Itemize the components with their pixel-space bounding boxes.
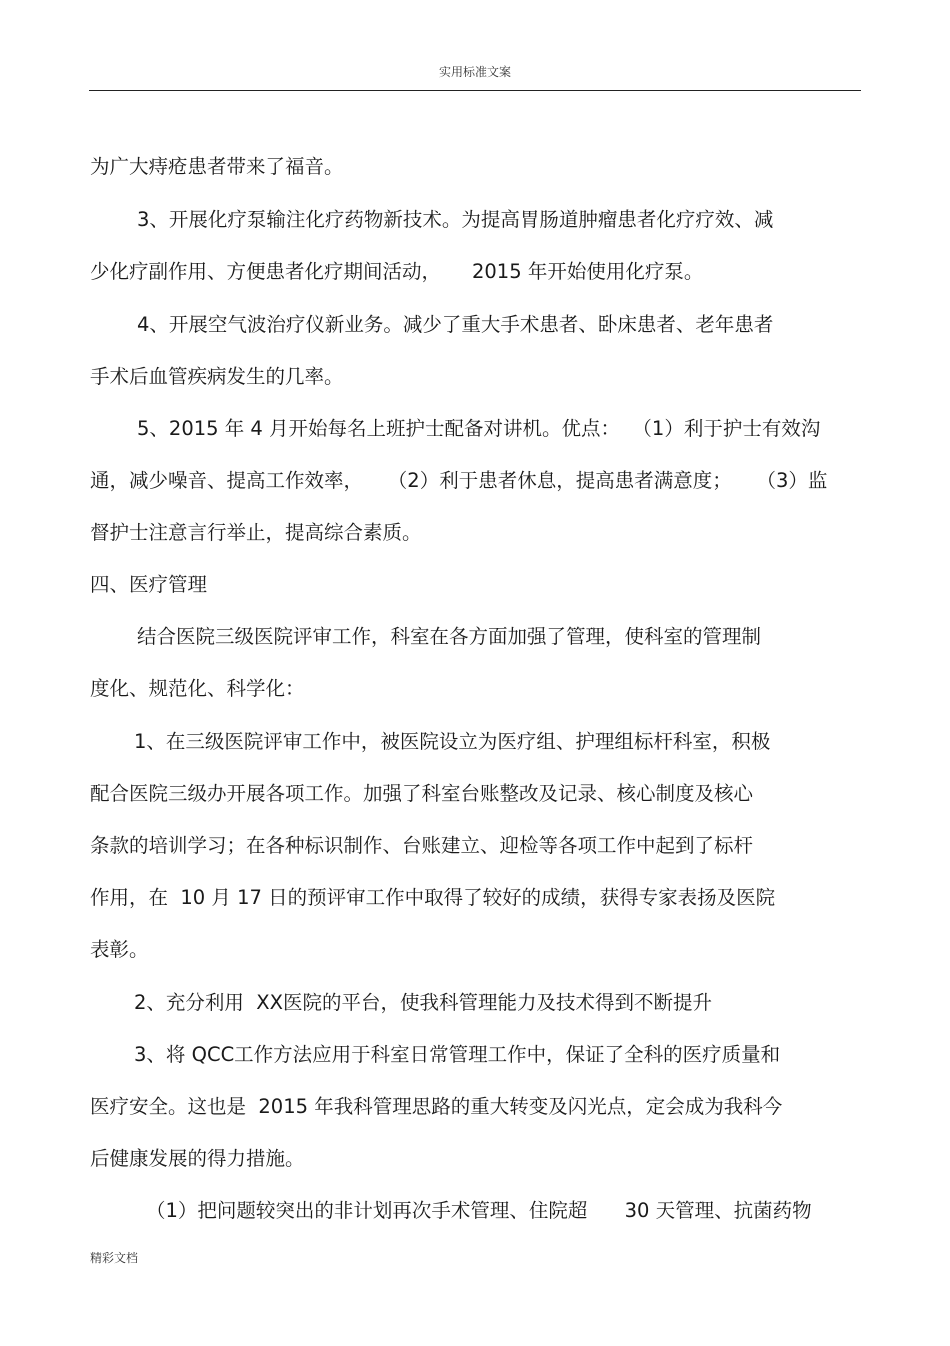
section-heading: 四、医疗管理 xyxy=(90,573,208,596)
page-header: 实用标准文案 xyxy=(438,65,511,79)
body-line: 通，减少噪音、提高工作效率， （2）利于患者休息，提高患者满意度； （3）监 xyxy=(90,469,828,492)
body-line: 3、开展化疗泵输注化疗药物新技术。为提高胃肠道肿瘤患者化疗疗效、减 xyxy=(137,208,774,231)
body-line: 医疗安全。这也是 2015 年我科管理思路的重大转变及闪光点，定会成为我科今 xyxy=(90,1095,783,1118)
body-line: 表彰。 xyxy=(90,938,149,961)
body-line: 5、2015 年 4 月开始每名上班护士配备对讲机。优点： （1）利于护士有效沟 xyxy=(137,417,821,440)
body-line: 3、将 QCC工作方法应用于科室日常管理工作中，保证了全科的医疗质量和 xyxy=(134,1043,781,1066)
body-line: 2、充分利用 XX医院的平台，使我科管理能力及技术得到不断提升 xyxy=(134,991,713,1014)
body-line: 1、在三级医院评审工作中，被医院设立为医疗组、护理组标杆科室，积极 xyxy=(134,730,771,753)
body-line: 配合医院三级办开展各项工作。加强了科室台账整改及记录、核心制度及核心 xyxy=(90,782,754,805)
body-line: 为广大痔疮患者带来了福音。 xyxy=(90,155,344,178)
body-line: 作用，在 10 月 17 日的预评审工作中取得了较好的成绩，获得专家表扬及医院 xyxy=(90,886,776,909)
body-line: 结合医院三级医院评审工作，科室在各方面加强了管理，使科室的管理制 xyxy=(137,625,762,648)
body-line: （1）把问题较突出的非计划再次手术管理、住院超 30 天管理、抗菌药物 xyxy=(146,1199,812,1222)
body-line: 督护士注意言行举止，提高综合素质。 xyxy=(90,521,422,544)
body-line: 手术后血管疾病发生的几率。 xyxy=(90,365,344,388)
body-line: 度化、规范化、科学化： xyxy=(90,677,305,700)
body-line: 后健康发展的得力措施。 xyxy=(90,1147,305,1170)
body-line: 少化疗副作用、方便患者化疗期间活动， 2015 年开始使用化疗泵。 xyxy=(90,260,704,283)
page-footer: 精彩文档 xyxy=(90,1251,139,1265)
body-line: 条款的培训学习；在各种标识制作、台账建立、迎检等各项工作中起到了标杆 xyxy=(90,834,754,857)
header-divider xyxy=(89,90,861,91)
body-line: 4、开展空气波治疗仪新业务。减少了重大手术患者、卧床患者、老年患者 xyxy=(137,313,774,336)
